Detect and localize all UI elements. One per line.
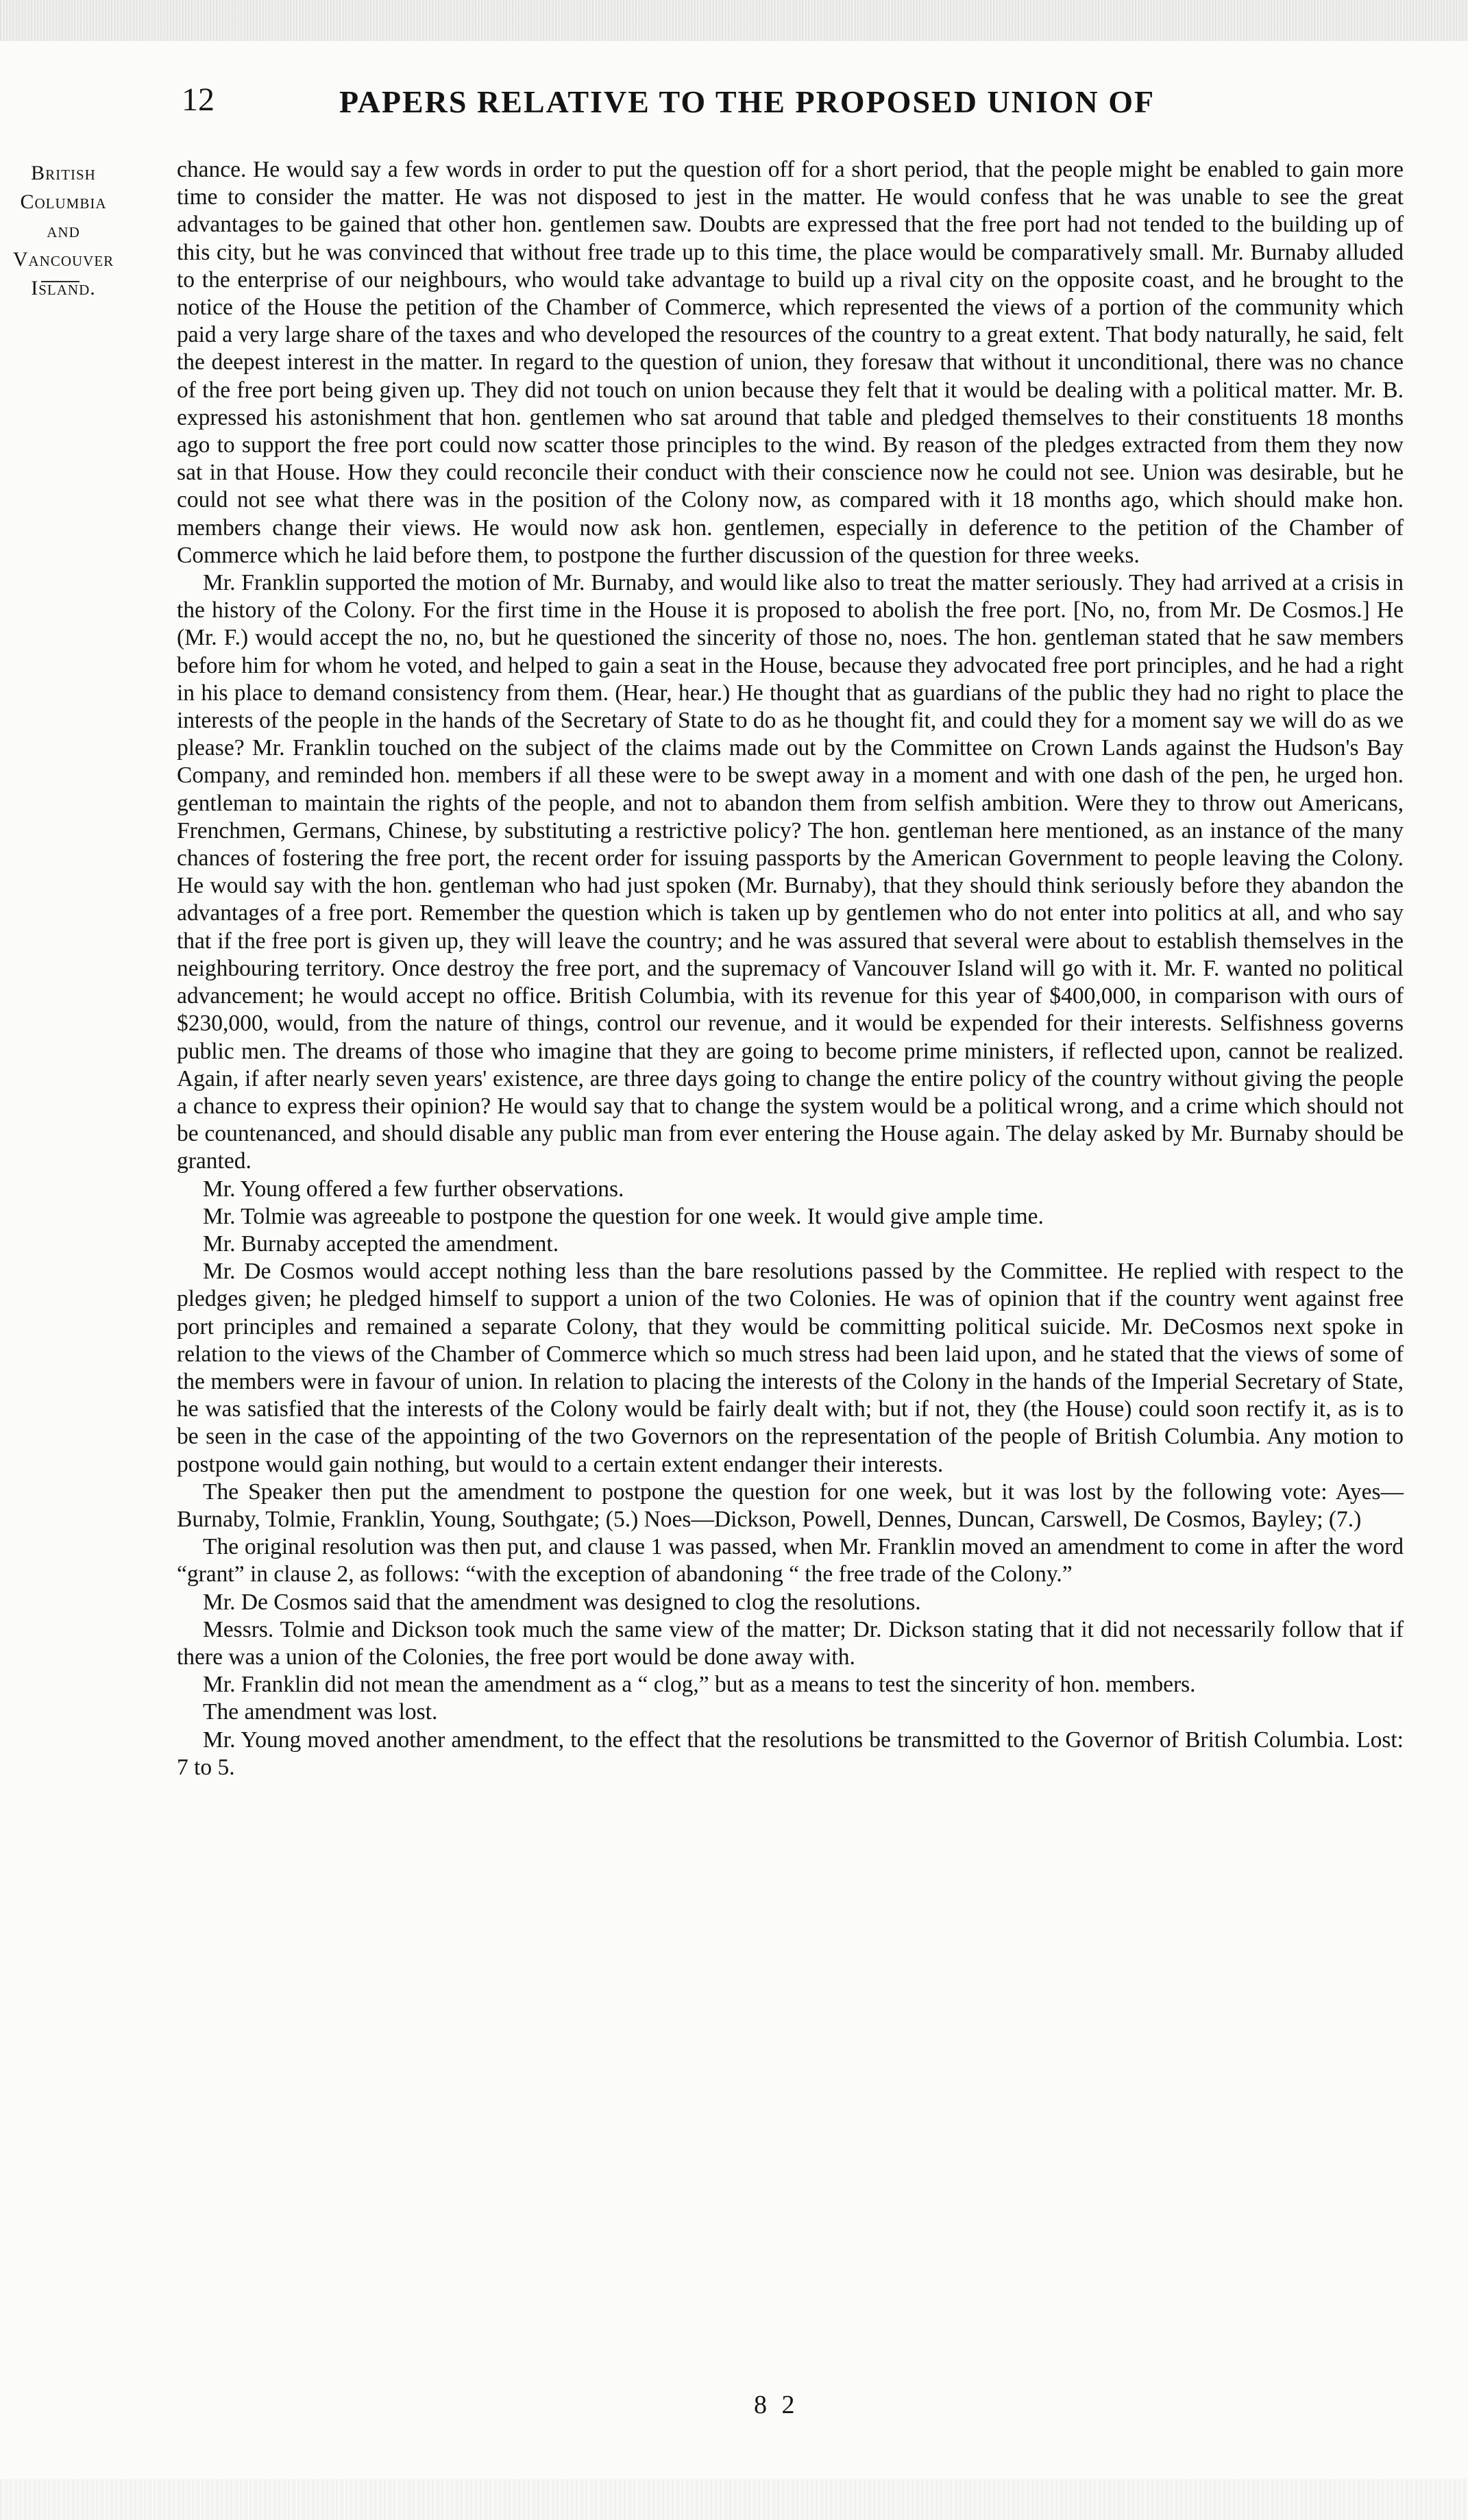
paragraph: Messrs. Tolmie and Dickson took much the same view of the matter; Dr. Dickson stating that it did not necessarily follow that if there was a union of the Colonies, the free port would be done away with. (177, 1616, 1404, 1670)
paragraph: The amendment was lost. (203, 1699, 438, 1725)
paragraph: Mr. Franklin did not mean the amendment as a “ clog,” but as a means to test the sincerity of hon. members. (203, 1672, 1196, 1698)
paragraph: Mr. De Cosmos would accept nothing less than the bare resolutions passed by the Committee. He replied with respect to the pledges given; he pledged himself to support a union of the two Colonies. He was of opinion that if the country went against free port principles and remained a separate Colony, that they would be committing political suicide. Mr. DeCosmos next spoke in relation to the views of the Chamber of Commerce which so much stress had been laid upon, and he stated that the views of some of the members were in favour of union. In relation to placing the interests of the Colony in the hands of the Imperial Secretary of State, he was satisfied that the interests of the Colony would be fairly dealt with; but if not, they (the House) could soon rectify it, as is to be seen in the case of the appointing of the two Governors on the representation of the people of British Columbia. Any motion to postpone would gain nothing, but would to a certain extent endanger their interests. (177, 1259, 1404, 1477)
paragraph: chance. He would say a few words in order to put the question off for a short period, that the people might be enabled to gain more time to consider the matter. He was not disposed to jest in the matter. He would confess that he was unable to see the great advantages to be gained that other hon. gentlemen saw. Doubts are expressed that the free port had not tended to the building up of this city, but he was convinced that without free trade up to this time, the place would be comparatively small. Mr. Burnaby alluded to the enterprise of our neighbours, who would take advantage to build up a rival city on the opposite coast, and he brought to the notice of the House the petition of the Chamber of Commerce, which represented the views of a portion of the community which paid a very large share of the taxes and who developed the resources of the country to a great extent. That body naturally, he said, felt the deepest interest in the matter. In regard to the question of union, they foresaw that without it unconditional, there was no chance of the free port being given up. They did not touch on union because they felt that it would be dealing with a political matter. Mr. B. expressed his astonishment that hon. gentlemen who sat around that table and pledged themselves to their constituents 18 months ago to support the free port could now scatter those principles to the wind. By reason of the pledges extracted from them they now sat in that House. How they could reconcile their conduct with their conscience now he could not see. Union was desirable, but he could not see what there was in the position of the Colony now, as compared with it 18 months ago, which should make hon. members change their views. He would now ask hon. gentlemen, especially in deference to the petition of the Chamber of Commerce which he laid before them, to postpone the further discussion of the question for three weeks. (177, 157, 1404, 568)
running-title: PAPERS RELATIVE TO THE PROPOSED UNION OF (339, 84, 1155, 119)
page-number: 12 (182, 82, 215, 118)
printer-signature: 8 2 (754, 2391, 799, 2419)
paragraph: Mr. Tolmie was agreeable to postpone the question for one week. It would give ample time. (203, 1203, 1044, 1229)
margin-divider (41, 281, 79, 282)
margin-note-line: Vancouver (12, 248, 114, 271)
paragraph: The Speaker then put the amendment to postpone the question for one week, but it was lost by the following vote: Ayes—Burnaby, Tolmie, Franklin, Young, Southgate; (5.) Noes—Dickson, Powell, Dennes, Duncan, Carswell, De Cosmos, Bayley; (7.) (177, 1479, 1404, 1532)
paragraph: Mr. Burnaby accepted the amendment. (203, 1231, 559, 1257)
scan-edge-top (0, 0, 1468, 41)
scan-edge-bottom (0, 2479, 1468, 2520)
paragraph: Mr. De Cosmos said that the amendment was designed to clog the resolutions. (203, 1589, 921, 1615)
margin-note-line: Columbia (20, 190, 107, 213)
paragraph: Mr. Franklin supported the motion of Mr. Burnaby, and would like also to treat the matter seriously. They had arrived at a crisis in the history of the Colony. For the first time in the House it is proposed to abolish the free port. [No, no, from Mr. De Cosmos.] He (Mr. F.) would accept the no, no, but he questioned the sincerity of those no, noes. The hon. gentleman stated that he saw members before him for whom he voted, and helped to gain a seat in the House, because they advocated free port principles, and he had a right in his place to demand consistency from them. (Hear, hear.) He thought that as guardians of the public they had no right to place the interests of the people in the hands of the Secretary of State to do as he thought fit, and could they for a moment say we will do as we please? Mr. Franklin touched on the subject of the claims made out by the Committee on Crown Lands against the Hudson's Bay Company, and reminded hon. members if all these were to be swept away in a moment and with one dash of the pen, he urged hon. gentleman to maintain the rights of the people, and not to abandon them from selfish ambition. Were they to throw out Americans, Frenchmen, Germans, Chinese, by substituting a restrictive policy? The hon. gentleman here mentioned, as an instance of the many chances of fostering the free port, the recent order for issuing passports by the American Government to people leaving the Colony. He would say with the hon. gentleman who had just spoken (Mr. Burnaby), that they should think seriously before they abandon the advantages of a free port. Remember the question which is taken up by gentlemen who do not enter into politics at all, and who say that if the free port is given up, they will leave the country; and he was assured that several were about to establish themselves in the neighbouring territory. Once destroy the free port, and the supremacy of Vancouver Island will go with it. Mr. F. wanted no political advancement; he would accept no office. British Columbia, with its revenue for this year of $400,000, in comparison with ours of $230,000, would, from the nature of things, control our revenue, and it would be expended for their interests. Selfishness governs public men. The dreams of those who imagine that they are going to become prime ministers, if reflected upon, cannot be realized. Again, if after nearly seven years' existence, are three days going to change the entire policy of the country without giving the people a chance to express their opinion? He would say that to change the system would be a political wrong, and a crime which should not be countenanced, and should disable any public man from ever entering the House again. The delay asked by Mr. Burnaby should be granted. (177, 570, 1404, 1174)
body-text (177, 156, 1404, 1781)
paragraph: Mr. Young moved another amendment, to the effect that the resolutions be transmitted to the Governor of British Columbia. Lost: 7 to 5. (177, 1727, 1404, 1780)
paragraph: The original resolution was then put, and clause 1 was passed, when Mr. Franklin moved an amendment to come in after the word “grant” in clause 2, as follows: “with the exception of abandoning “ the free trade of the Colony.” (177, 1534, 1404, 1588)
margin-note-line: Island. (31, 277, 96, 299)
paragraph: Mr. Young offered a few further observations. (203, 1176, 624, 1202)
margin-note-line: and (47, 219, 80, 242)
margin-note-line: British (31, 162, 96, 184)
